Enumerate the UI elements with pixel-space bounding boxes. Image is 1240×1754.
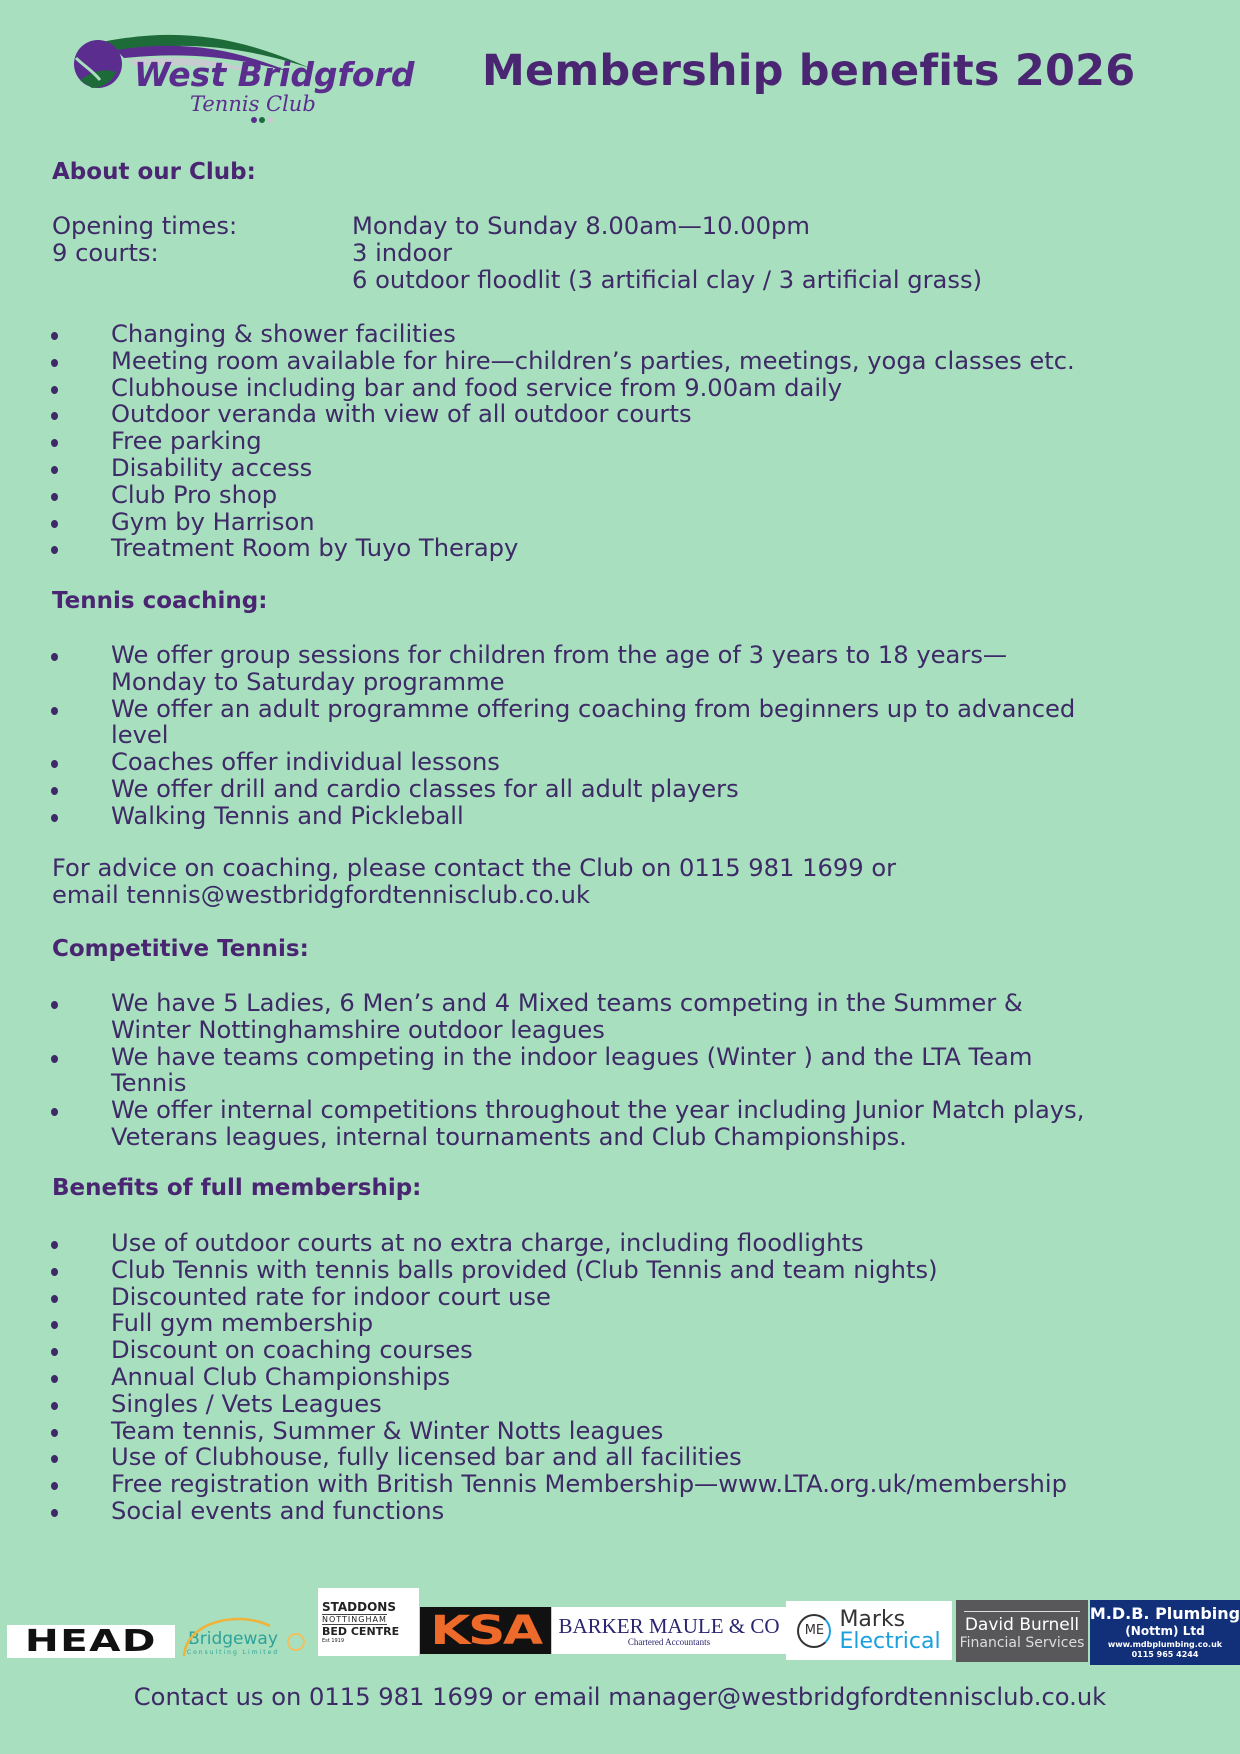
coaching-list xyxy=(0,642,1075,830)
bullet-icon xyxy=(51,412,58,420)
bullet-icon xyxy=(51,653,58,661)
list-item-text: Disability access xyxy=(111,453,313,482)
list-item-text: We offer drill and cardio classes for all adult players xyxy=(111,774,739,803)
marks-line2: Electrical xyxy=(839,1628,941,1654)
burnell-divider xyxy=(964,1611,1080,1612)
bullet-icon xyxy=(51,1108,58,1116)
bullet-icon xyxy=(51,1455,58,1463)
list-item xyxy=(0,1230,1067,1257)
list-item xyxy=(0,696,1075,750)
list-item xyxy=(0,1337,1067,1364)
list-item xyxy=(0,455,1075,482)
list-item xyxy=(0,803,1075,830)
club-logo xyxy=(72,28,420,124)
sponsor-marks-electrical-logo xyxy=(786,1601,952,1660)
list-item xyxy=(0,749,1075,776)
footer-contact: Contact us on 0115 981 1699 or email manager@westbridgfordtennisclub.co.uk xyxy=(133,1683,1107,1711)
svg-text:Tennis Club: Tennis Club xyxy=(190,92,316,116)
svg-text:West Bridgford: West Bridgford xyxy=(134,55,415,94)
list-item-text: Discounted rate for indoor court use xyxy=(111,1282,551,1311)
list-item-text: Clubhouse including bar and food service from 9.00am daily xyxy=(111,373,843,402)
list-item-text: Discount on coaching courses xyxy=(111,1336,473,1365)
staddons-line4: Est 1919 xyxy=(322,1637,345,1644)
facilities-list xyxy=(0,321,1075,562)
bullet-icon xyxy=(51,466,58,474)
bullet-icon xyxy=(51,1268,58,1276)
opening-times-value: Monday to Sunday 8.00am—10.00pm xyxy=(352,212,810,240)
list-item xyxy=(0,776,1075,803)
list-item-text: Free parking xyxy=(111,427,262,456)
list-item xyxy=(0,1257,1067,1284)
bullet-icon xyxy=(51,787,58,795)
bullet-icon xyxy=(51,1001,58,1009)
list-item-text: We offer internal competitions throughout the year including Junior Match plays, xyxy=(111,1096,1085,1125)
head-logo-text: HEAD xyxy=(25,1625,157,1658)
burnell-line2: Financial Services xyxy=(959,1634,1085,1651)
courts-indoor: 3 indoor xyxy=(352,239,453,267)
list-item-text: Changing & shower facilities xyxy=(111,320,456,348)
list-item-text: level xyxy=(111,721,169,750)
list-item xyxy=(0,642,1075,696)
burnell-line1: David Burnell xyxy=(964,1614,1080,1635)
about-heading: About our Club: xyxy=(52,159,256,185)
list-item-text: We offer group sessions for children from the age of 3 years to 18 years— xyxy=(111,641,1008,669)
list-item-text: Team tennis, Summer & Winter Notts leagues xyxy=(111,1416,664,1445)
bullet-icon xyxy=(51,1348,58,1356)
list-item-text: Walking Tennis and Pickleball xyxy=(111,801,464,830)
bullet-icon xyxy=(51,546,58,554)
bullet-icon xyxy=(51,386,58,394)
list-item-text: Monday to Saturday programme xyxy=(111,667,505,696)
ksa-logo-text: KSA xyxy=(430,1607,541,1654)
bullet-icon xyxy=(51,1241,58,1249)
barker-name: BARKER MAULE & CO xyxy=(558,1613,780,1638)
benefits-list xyxy=(0,1230,1067,1525)
list-item xyxy=(0,990,1084,1044)
bullet-icon xyxy=(51,1295,58,1303)
bridgeway-arc-icon xyxy=(178,1612,308,1662)
barker-sub: Chartered Accountants xyxy=(627,1636,711,1647)
bullet-icon xyxy=(51,520,58,528)
sponsor-ksa-logo xyxy=(420,1607,551,1654)
bullet-icon xyxy=(51,493,58,501)
bullet-icon xyxy=(51,1509,58,1517)
staddons-line3: BED CENTRE xyxy=(322,1624,400,1638)
competitive-list xyxy=(0,990,1084,1151)
list-item-text: We have 5 Ladies, 6 Men’s and 4 Mixed teams competing in the Summer & xyxy=(111,989,1023,1017)
list-item-text: Singles / Vets Leagues xyxy=(111,1389,382,1418)
list-item-text: Outdoor veranda with view of all outdoor courts xyxy=(111,400,692,429)
marks-line1: Marks xyxy=(839,1606,906,1632)
bullet-icon xyxy=(51,1375,58,1383)
list-item xyxy=(0,1284,1067,1311)
opening-times-label: Opening times: xyxy=(52,212,238,240)
list-item-text: Full gym membership xyxy=(111,1309,374,1338)
list-item xyxy=(0,1418,1067,1445)
bullet-icon xyxy=(51,814,58,822)
list-item-text: Treatment Room by Tuyo Therapy xyxy=(111,534,519,563)
list-item-text: Gym by Harrison xyxy=(111,507,315,536)
list-item xyxy=(0,375,1075,402)
list-item xyxy=(0,321,1075,348)
tennis-ball-logo-icon xyxy=(72,28,420,124)
list-item xyxy=(0,1471,1067,1498)
list-item xyxy=(0,535,1075,562)
marks-badge-icon: ME xyxy=(797,1614,831,1648)
list-item-text: Winter Nottinghamshire outdoor leagues xyxy=(111,1015,605,1044)
coaching-heading: Tennis coaching: xyxy=(52,588,268,614)
bullet-icon xyxy=(51,1402,58,1410)
coaching-advice-line1: For advice on coaching, please contact the Club on 0115 981 1699 or xyxy=(52,854,897,882)
list-item-text: Use of Clubhouse, fully licensed bar and all facilities xyxy=(111,1443,742,1472)
list-item-text: Use of outdoor courts at no extra charge, including floodlights xyxy=(111,1229,864,1257)
list-item xyxy=(0,482,1075,509)
benefits-heading: Benefits of full membership: xyxy=(52,1175,422,1201)
bullet-icon xyxy=(51,760,58,768)
list-item xyxy=(0,1444,1067,1471)
list-item-text: Coaches offer individual lessons xyxy=(111,748,500,777)
list-item xyxy=(0,401,1075,428)
bullet-icon xyxy=(51,1055,58,1063)
list-item xyxy=(0,1391,1067,1418)
bullet-icon xyxy=(51,439,58,447)
list-item-text: Club Pro shop xyxy=(111,480,278,509)
bridgeway-name: Bridgeway xyxy=(188,1628,278,1649)
list-item-text: We have teams competing in the indoor leagues (Winter ) and the LTA Team xyxy=(111,1042,1033,1071)
sponsor-david-burnell-logo xyxy=(956,1600,1088,1662)
sponsor-bridgeway-logo xyxy=(178,1612,308,1662)
bullet-icon xyxy=(51,707,58,715)
list-item-text: Tennis xyxy=(111,1069,187,1098)
bullet-icon xyxy=(51,1321,58,1329)
bullet-icon xyxy=(51,1482,58,1490)
sponsor-head-logo xyxy=(7,1625,175,1658)
bridgeway-sub: Consulting Limited xyxy=(186,1648,280,1656)
mdb-line1: M.D.B. Plumbing xyxy=(1090,1604,1240,1623)
sponsor-barker-maule-logo xyxy=(552,1607,786,1654)
list-item-text: Veterans leagues, internal tournaments and Club Championships. xyxy=(111,1122,907,1151)
page-title: Membership benefits 2026 xyxy=(482,46,1136,96)
list-item-text: Annual Club Championships xyxy=(111,1362,451,1391)
list-item-text: We offer an adult programme offering coaching from beginners up to advanced xyxy=(111,694,1076,723)
staddons-line2: NOTTINGHAM xyxy=(322,1614,387,1624)
list-item xyxy=(0,1097,1084,1151)
courts-outdoor: 6 outdoor floodlit (3 artificial clay / 3 artificial grass) xyxy=(352,266,983,294)
bullet-icon xyxy=(51,359,58,367)
list-item xyxy=(0,348,1075,375)
list-item xyxy=(0,509,1075,536)
mdb-line2: (Nottm) Ltd xyxy=(1125,1624,1205,1638)
coaching-advice-email[interactable]: email tennis@westbridgfordtennisclub.co.uk xyxy=(52,881,591,909)
list-item-text: Free registration with British Tennis Membership—www.LTA.org.uk/membership xyxy=(111,1470,1067,1499)
competitive-heading: Competitive Tennis: xyxy=(52,936,309,962)
bullet-icon xyxy=(51,332,58,340)
mdb-line3: www.mdbplumbing.co.uk xyxy=(1107,1640,1223,1649)
list-item xyxy=(0,1498,1067,1525)
staddons-line1: STADDONS xyxy=(322,1599,396,1614)
list-item xyxy=(0,1364,1067,1391)
list-item-text: Club Tennis with tennis balls provided (Club Tennis and team nights) xyxy=(111,1255,938,1284)
list-item xyxy=(0,428,1075,455)
sponsor-staddons-logo xyxy=(318,1588,419,1656)
mdb-line4: 0115 965 4244 xyxy=(1131,1650,1199,1659)
list-item xyxy=(0,1310,1067,1337)
list-item xyxy=(0,1044,1084,1098)
sponsor-mdb-plumbing-logo xyxy=(1090,1600,1240,1665)
courts-label: 9 courts: xyxy=(52,239,159,267)
list-item-text: Social events and functions xyxy=(111,1496,445,1525)
list-item-text: Meeting room available for hire—children’s parties, meetings, yoga classes etc. xyxy=(111,346,1075,375)
bullet-icon xyxy=(51,1429,58,1437)
